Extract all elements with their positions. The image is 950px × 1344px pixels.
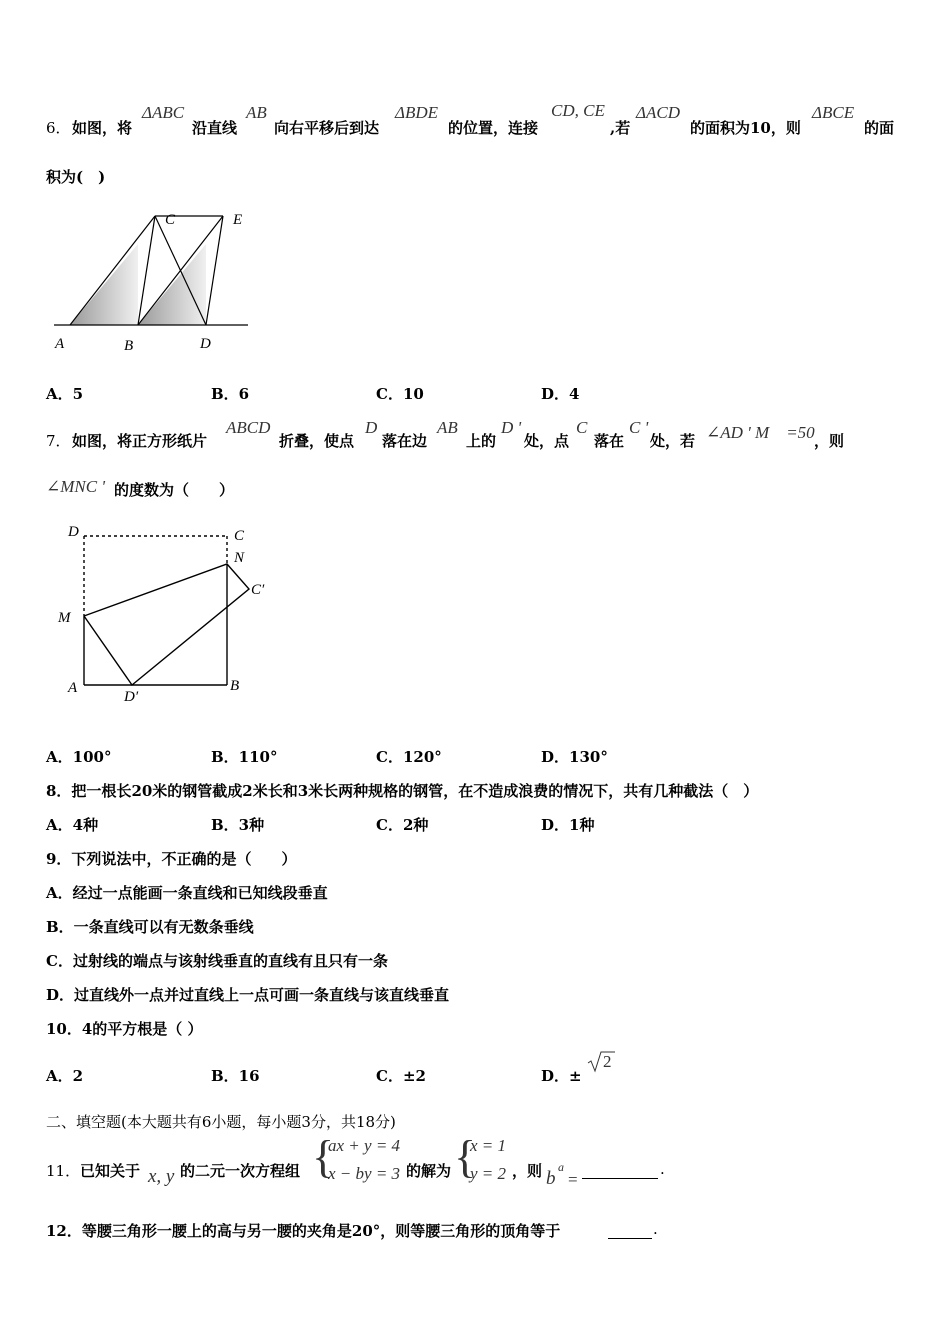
q7-label-m: M (58, 610, 71, 626)
q6-label-a: A (55, 336, 65, 352)
q7-text-8: ，则 (814, 432, 845, 450)
q10-sqrt-sign (586, 1050, 616, 1074)
q8-option-a: A．4种 (46, 816, 99, 834)
q7-label-cprime: C′ (251, 582, 265, 598)
q7-text-5: 处，点 (524, 432, 570, 450)
q11-eq2: x − by = 3 (328, 1164, 401, 1183)
q11-math-b: b (546, 1168, 556, 1189)
q6-text-5: ,若 (610, 119, 631, 137)
q9-option-d: D．过直线外一点并过直线上一点可画一条直线与该直线垂直 (46, 986, 450, 1004)
q6-option-b: B．6 (211, 385, 250, 403)
q7-text-4: 上的 (466, 432, 497, 450)
q6-label-e: E (233, 212, 243, 228)
q6-text-1: 如图，将 (72, 119, 133, 137)
q10-option-c: C．±2 (376, 1067, 426, 1085)
q11-number: 11． (46, 1162, 81, 1180)
q11-eq1: ax + y = 4 (328, 1136, 401, 1155)
q6-math-abc: ΔABC (142, 103, 185, 122)
q6-number: 6． (46, 119, 71, 137)
q8-question: 8．把一根长20米的钢管截成2米长和3米长两种规格的钢管，在不造成浪费的情况下，共有几种截法（ ） (46, 782, 759, 800)
q6-label-b: B (124, 338, 134, 354)
q12-line (46, 1220, 926, 1244)
q6-math-acd: ΔACD (636, 103, 680, 122)
q12-question: 12．等腰三角形一腰上的高与另一腰的夹角是20°，则等腰三角形的顶角等于 (46, 1222, 561, 1240)
q11-math-xy: x, y (148, 1166, 175, 1187)
q11-line (46, 1131, 926, 1194)
q11-text-4: ，则 (512, 1162, 543, 1180)
q6-option-c: C．10 (376, 385, 424, 403)
q7-math-d: D (365, 418, 378, 437)
q11-answer-blank[interactable] (582, 1162, 658, 1179)
q7-math-c: C (576, 418, 588, 437)
q7-text-3: 落在边 (382, 432, 428, 450)
q11-text-1: 已知关于 (80, 1162, 141, 1180)
q11-math-eq: = (568, 1170, 578, 1189)
q6-text-3: 向右平移后到达 (274, 119, 380, 137)
q6-math-bde: ΔBDE (395, 103, 439, 122)
q7-label-c: C (234, 528, 245, 544)
q6-text-4: 的位置，连接 (448, 119, 539, 137)
q11-math-a: a (558, 1160, 564, 1174)
q7-math-angle: ∠AD ' M =50 (706, 423, 815, 442)
q11-brace-system: { (312, 1131, 335, 1182)
q7-label-dprime: D′ (124, 689, 139, 705)
q11-period: . (660, 1160, 665, 1178)
q9-option-a: A．经过一点能画一条直线和已知线段垂直 (46, 884, 328, 902)
q10-option-a: A．2 (46, 1067, 84, 1085)
q7-math-mnc: ∠MNC ' (46, 477, 105, 496)
section2-title: 二、填空题(本大题共有6小题，每小题3分，共18分) (46, 1113, 396, 1131)
q7-label-d: D (68, 524, 79, 540)
q7-math-cprime: C ' (629, 418, 649, 437)
q6-option-a: A．5 (46, 385, 84, 403)
q7-option-c: C．120° (376, 748, 442, 766)
q6-label-d: D (200, 336, 211, 352)
q6-line1 (46, 103, 906, 143)
q7-math-ab: AB (437, 418, 458, 437)
q8-option-c: C．2种 (376, 816, 429, 834)
q7-text-2: 折叠，使点 (279, 432, 355, 450)
q8-option-b: B．3种 (211, 816, 265, 834)
q11-text-2: 的二元一次方程组 (180, 1162, 301, 1180)
q10-option-d: D．± (541, 1067, 582, 1085)
q7-option-d: D．130° (541, 748, 608, 766)
q7-figure (46, 518, 276, 708)
q6-text-6: 的面积为10，则 (690, 119, 801, 137)
q6-text-2: 沿直线 (192, 119, 238, 137)
q10-sqrt-value: 2 (603, 1052, 612, 1071)
q9-option-c: C．过射线的端点与该射线垂直的直线有且只有一条 (46, 952, 388, 970)
q12-period: . (653, 1220, 658, 1238)
q7-text-6: 落在 (594, 432, 625, 450)
q11-sol2: y = 2 (470, 1164, 507, 1183)
q12-answer-blank[interactable] (608, 1222, 652, 1239)
q7-option-a: A．100° (46, 748, 112, 766)
q6-figure (46, 204, 256, 356)
q7-text-7: 处，若 (650, 432, 696, 450)
q6-math-cdce: CD, CE (551, 101, 605, 120)
q6-math-ab: AB (246, 103, 267, 122)
q9-question: 9．下列说法中，不正确的是（ ） (46, 850, 297, 868)
q6-segment-de (206, 216, 223, 325)
q11-sol1: x = 1 (470, 1136, 507, 1155)
q10-option-b: B．16 (211, 1067, 260, 1085)
q7-number: 7． (46, 432, 71, 450)
q7-folded-part (84, 564, 249, 685)
q7-text-1: 如图，将正方形纸片 (72, 432, 208, 450)
q7-line2 (46, 475, 446, 505)
q10-question: 10．4的平方根是（ ） (46, 1020, 203, 1038)
q7-label-b: B (230, 678, 240, 694)
q11-text-3: 的解为 (406, 1162, 452, 1180)
q7-label-n: N (234, 550, 245, 566)
q6-line2: 积为( ) (46, 168, 106, 186)
q8-option-d: D．1种 (541, 816, 595, 834)
q7-option-b: B．110° (211, 748, 278, 766)
q6-math-bce: ΔBCE (812, 103, 855, 122)
q9-option-b: B．一条直线可以有无数条垂线 (46, 918, 254, 936)
q6-option-d: D．4 (541, 385, 580, 403)
q7-line1 (46, 418, 906, 458)
q7-math-abcd: ABCD (226, 418, 271, 437)
q6-label-c: C (165, 212, 176, 228)
q7-text-9: 的度数为（ ） (114, 481, 235, 499)
q11-brace-solution: { (454, 1131, 477, 1182)
q7-label-a: A (68, 680, 78, 696)
q7-math-dprime: D ' (501, 418, 522, 437)
q6-text-7: 的面 (864, 119, 895, 137)
